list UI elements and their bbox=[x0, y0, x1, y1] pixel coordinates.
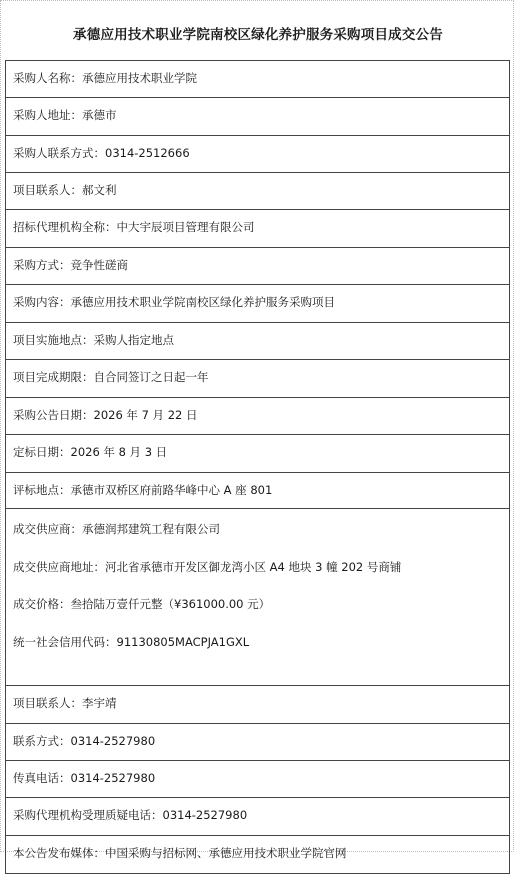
page-title: 承德应用技术职业学院南校区绿化养护服务采购项目成交公告 bbox=[73, 27, 443, 43]
table-row-project-contact-2: 项目联系人：李宇靖 bbox=[6, 686, 509, 724]
supplier-block bbox=[6, 509, 509, 686]
table-row-announcement-date: 采购公告日期：2026 年 7 月 22 日 bbox=[6, 398, 509, 435]
award-price: 成交价格：叁拾陆万壹仟元整（¥361000.00 元） bbox=[13, 597, 271, 611]
supplier-name: 成交供应商：承德润邦建筑工程有限公司 bbox=[13, 522, 220, 536]
table-row-award-date: 定标日期：2026 年 8 月 3 日 bbox=[6, 435, 509, 473]
table-row-completion-period: 项目完成期限：自合同签订之日起一年 bbox=[6, 360, 509, 398]
table-row-complaint-phone: 采购代理机构受理质疑电话：0314-2527980 bbox=[6, 798, 509, 836]
table-row-procurement-method: 采购方式：竞争性磋商 bbox=[6, 248, 509, 285]
supplier-address: 成交供应商地址：河北省承德市开发区御龙湾小区 A4 地块 3 幢 202 号商铺 bbox=[13, 559, 402, 574]
table-row-purchaser-contact: 采购人联系方式：0314-2512666 bbox=[6, 136, 509, 173]
table-row-contact-phone: 联系方式：0314-2527980 bbox=[6, 724, 509, 761]
announcement-table bbox=[5, 60, 510, 874]
table-row-project-contact: 项目联系人：郝文利 bbox=[6, 173, 509, 210]
table-row-publication-media: 本公告发布媒体：中国采购与招标网、承德应用技术职业学院官网 bbox=[6, 836, 509, 874]
table-row-implementation-site: 项目实施地点：采购人指定地点 bbox=[6, 323, 509, 360]
table-row-fax: 传真电话：0314-2527980 bbox=[6, 761, 509, 798]
table-row-agency-name: 招标代理机构全称：中大宇辰项目管理有限公司 bbox=[6, 210, 509, 248]
credit-code: 统一社会信用代码：91130805MACPJA1GXL bbox=[13, 634, 250, 649]
table-row-purchaser-name: 采购人名称：承德应用技术职业学院 bbox=[6, 61, 509, 98]
table-row-evaluation-site: 评标地点：承德市双桥区府前路华峰中心 A 座 801 bbox=[6, 473, 509, 509]
table-row-purchaser-address: 采购人地址：承德市 bbox=[6, 98, 509, 136]
table-row-procurement-content: 采购内容：承德应用技术职业学院南校区绿化养护服务采购项目 bbox=[6, 285, 509, 323]
